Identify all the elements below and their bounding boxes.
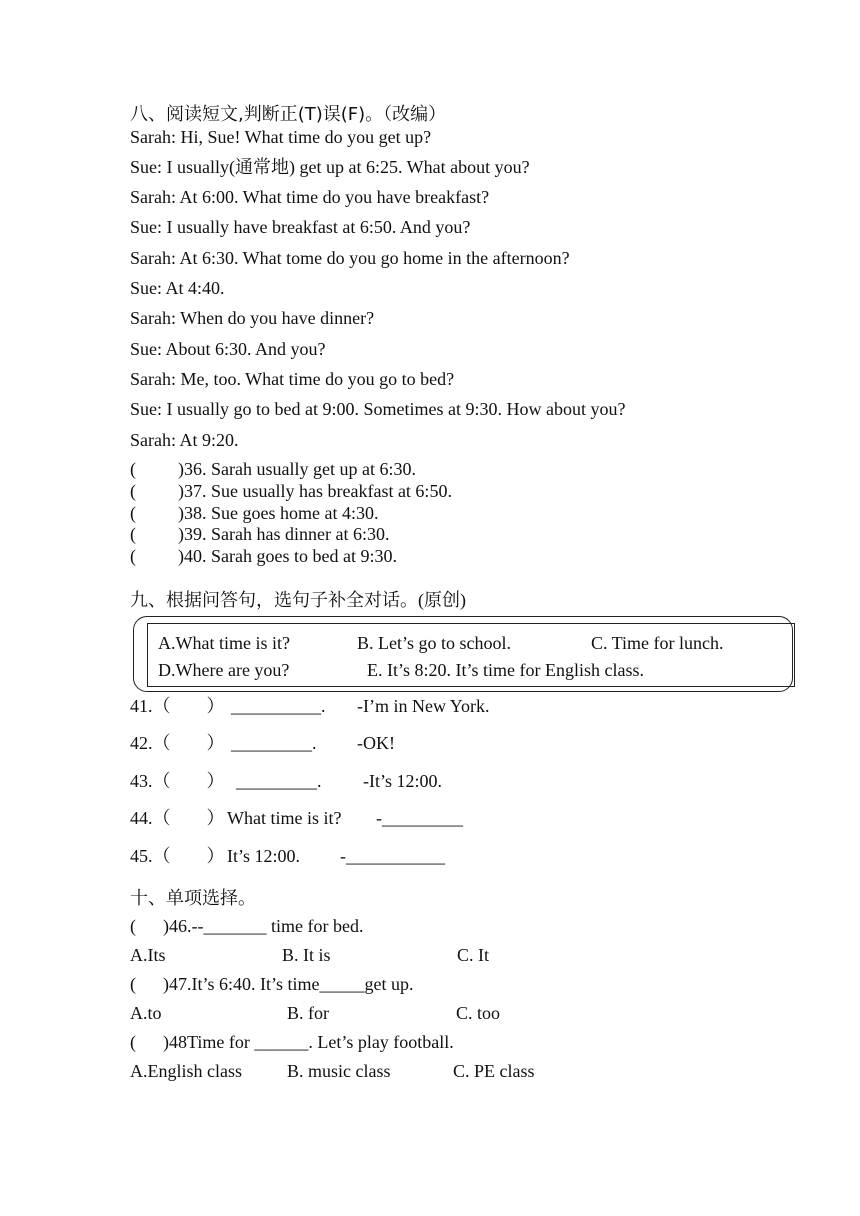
q42-answer: -OK! (357, 733, 395, 753)
q47-option-b[interactable]: B. for (287, 1003, 329, 1023)
answer-paren[interactable]: ( (130, 524, 136, 544)
dialogue-line: Sarah: At 6:30. What tome do you go home in the afternoon? (130, 248, 570, 268)
q48-stem: ( )48Time for ______. Let’s play football. (130, 1032, 454, 1052)
q43-number: 43.（ ） (130, 771, 225, 791)
dialogue-line: Sarah: At 9:20. (130, 430, 239, 450)
tf-statement-39: ( )39. Sarah has dinner at 6:30. (130, 524, 390, 544)
q41-number: 41.（ ） (130, 696, 225, 716)
q45-number: 45.（ ） (130, 846, 225, 866)
q48-option-c[interactable]: C. PE class (453, 1061, 535, 1081)
q45-answer[interactable]: -___________ (340, 846, 445, 866)
tf-statement-40: ( )40. Sarah goes to bed at 9:30. (130, 546, 397, 566)
answer-paren[interactable]: ( (130, 459, 136, 479)
q44-question: What time is it? (227, 808, 342, 828)
section-9-title: 九、根据问答句，选句子补全对话。(原创) (130, 590, 466, 610)
dialogue-line: Sarah: Me, too. What time do you go to bed? (130, 369, 455, 389)
dialogue-line: Sarah: At 6:00. What time do you have breakfast? (130, 187, 490, 207)
option-a: A.What time is it? (158, 633, 290, 653)
answer-paren[interactable]: ( (130, 503, 136, 523)
q42-number: 42.（ ） (130, 733, 225, 753)
q47-option-c[interactable]: C. too (456, 1003, 501, 1023)
option-e: E. It’s 8:20. It’s time for English class. (367, 660, 644, 680)
q43-question[interactable]: _________. (236, 771, 322, 791)
q43-answer: -It’s 12:00. (363, 771, 442, 791)
option-b: B. Let’s go to school. (357, 633, 511, 653)
q45-question: It’s 12:00. (227, 846, 301, 866)
dialogue-line: Sue: I usually have breakfast at 6:50. And you? (130, 217, 471, 237)
q44-number: 44.（ ） (130, 808, 225, 828)
dialogue-line: Sue: About 6:30. And you? (130, 339, 326, 359)
q44-answer[interactable]: -_________ (376, 808, 463, 828)
tf-statement-37: ( )37. Sue usually has breakfast at 6:50. (130, 481, 452, 501)
q47-stem: ( )47.It’s 6:40. It’s time_____get up. (130, 974, 414, 994)
dialogue-line: Sue: I usually(通常地) get up at 6:25. What about you? (130, 157, 530, 177)
tf-statement-36: ( )36. Sarah usually get up at 6:30. (130, 459, 416, 479)
q46-option-c[interactable]: C. It (457, 945, 490, 965)
answer-paren[interactable]: ( (130, 481, 136, 501)
option-c: C. Time for lunch. (591, 633, 724, 653)
q42-question[interactable]: _________. (231, 733, 317, 753)
answer-paren[interactable]: ( (130, 546, 136, 566)
q48-option-a[interactable]: A.English class (130, 1061, 242, 1081)
section-10-title: 十、单项选择。 (130, 888, 256, 908)
q47-option-a[interactable]: A.to (130, 1003, 162, 1023)
dialogue-line: Sue: I usually go to bed at 9:00. Sometimes at 9:30. How about you? (130, 399, 626, 419)
dialogue-line: Sue: At 4:40. (130, 278, 225, 298)
q46-stem: ( )46.--_______ time for bed. (130, 916, 364, 936)
q41-question[interactable]: __________. (231, 696, 326, 716)
option-d: D.Where are you? (158, 660, 290, 680)
q46-option-a[interactable]: A.Its (130, 945, 166, 965)
q48-option-b[interactable]: B. music class (287, 1061, 391, 1081)
section-8-title: 八、阅读短文,判断正(T)误(F)。（改编） (130, 104, 447, 125)
q46-option-b[interactable]: B. It is (282, 945, 331, 965)
tf-statement-38: ( )38. Sue goes home at 4:30. (130, 503, 379, 523)
q41-answer: -I’m in New York. (357, 696, 490, 716)
dialogue-line: Sarah: When do you have dinner? (130, 308, 375, 328)
dialogue-line: Sarah: Hi, Sue! What time do you get up? (130, 127, 432, 147)
